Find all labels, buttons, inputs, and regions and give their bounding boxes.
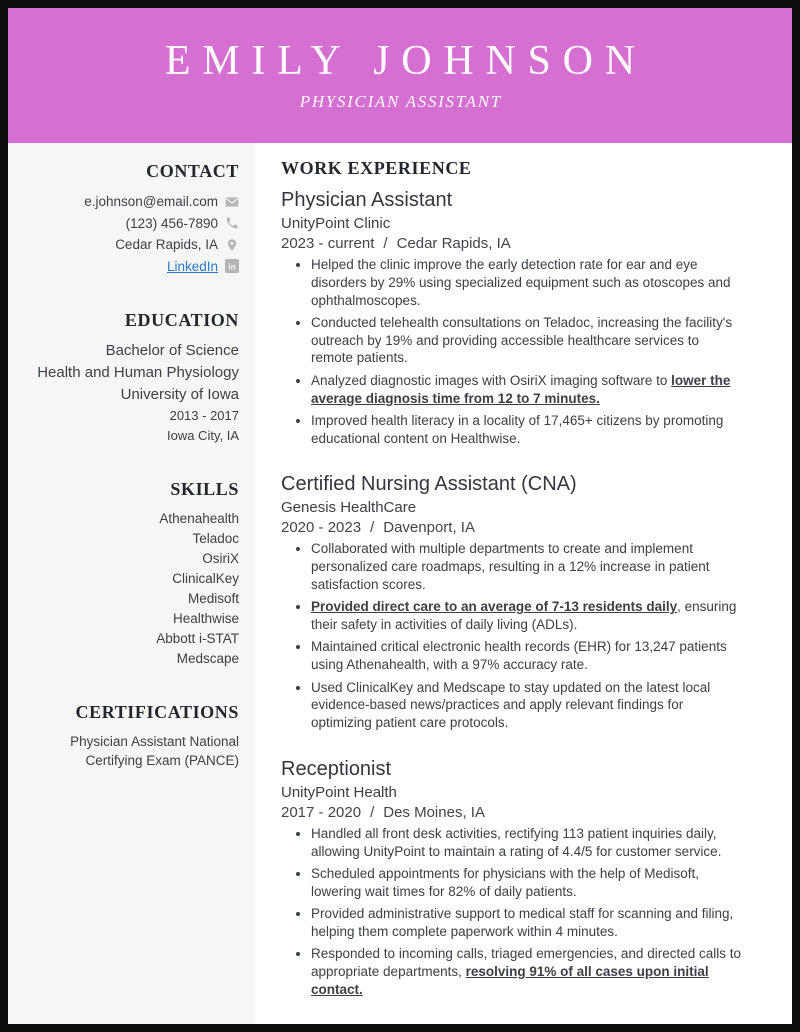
job-bullet	[311, 256, 742, 309]
dates-location-separator: /	[383, 235, 388, 252]
bullet-text: Provided administrative support to medical staff for scanning and filing, helping them complete paperwork within 4 minutes.	[311, 906, 734, 939]
job-bullet-list	[281, 256, 742, 447]
bullet-highlight-text: Provided direct care to an average of 7-13 residents daily	[311, 599, 678, 615]
job-bullet	[311, 540, 742, 593]
certifications-section	[18, 702, 239, 770]
bullet-text: Analyzed diagnostic images with OsiriX imaging software to	[311, 372, 672, 388]
job-company: UnityPoint Health	[281, 783, 397, 801]
education-section	[18, 310, 239, 446]
job-company: Genesis HealthCare	[281, 499, 417, 517]
skill-item: Medisoft	[187, 591, 239, 606]
job-bullet	[311, 598, 742, 634]
linkedin-icon	[225, 259, 239, 273]
contact-section	[18, 161, 239, 277]
job-dates: 2017 - 2020	[281, 803, 362, 821]
job-bullet	[311, 825, 742, 861]
bullet-text: , ensuring their safety in activities of daily living (ADLs).	[311, 599, 737, 633]
job-bullet	[311, 679, 742, 732]
job-bullet	[311, 412, 742, 448]
job-bullet	[311, 314, 742, 367]
skill-item: Medscape	[176, 651, 239, 666]
contact-row	[18, 234, 239, 256]
skill-item: Abbott i-STAT	[156, 631, 239, 646]
contact-value: (123) 456-7890	[125, 215, 218, 231]
dates-location-separator: /	[370, 803, 375, 821]
certification-item: Physician Assistant National Certifying Exam (PANCE)	[70, 734, 239, 768]
skill-item: ClinicalKey	[172, 571, 239, 586]
job-dates: 2020 - 2023	[281, 519, 362, 537]
bullet-text: Used ClinicalKey and Medscape to stay updated on the latest local evidence-based news/practices and apply relevant findings for optimizing patient care protocols.	[311, 679, 711, 731]
sidebar	[8, 143, 255, 1024]
bullet-text: Helped the clinic improve the early detection rate for ear and eye disorders by 29% using specialized equipment such as otoscopes and ophthalmoscopes.	[311, 257, 731, 308]
contact-value: e.johnson@email.com	[84, 194, 218, 209]
certifications-heading: CERTIFICATIONS	[75, 702, 239, 722]
job-bullet	[311, 945, 742, 998]
job-bullet-list	[281, 825, 742, 999]
skills-list	[18, 509, 239, 669]
header-banner	[8, 8, 792, 143]
job-dates-location	[281, 235, 742, 252]
bullet-text: Improved health literacy in a locality of 17,465+ citizens by promoting educational content on Healthwise.	[311, 412, 724, 446]
job-bullet	[311, 372, 742, 408]
content-columns	[8, 143, 792, 1024]
skill-item: OsiriX	[202, 551, 239, 566]
education-heading: EDUCATION	[124, 310, 239, 330]
job-dates-location	[281, 519, 742, 536]
person-name: EMILY JOHNSON	[164, 37, 647, 84]
work-experience-column	[255, 143, 792, 1024]
job-title: Physician Assistant	[281, 189, 453, 211]
contact-heading: CONTACT	[146, 161, 239, 181]
phone-icon	[225, 216, 239, 230]
job-location: Cedar Rapids, IA	[396, 235, 511, 252]
job-company: UnityPoint Clinic	[281, 215, 391, 232]
bullet-text: Maintained critical electronic health records (EHR) for 13,247 patients using Athenahealth, with a 97% accuracy rate.	[311, 639, 727, 673]
job-dates: 2023 - current	[281, 235, 375, 252]
skills-heading: SKILLS	[170, 479, 239, 499]
job-bullet	[311, 638, 742, 674]
bullet-text: Scheduled appointments for physicians with the help of Medisoft, lowering wait times for 82% of daily patients.	[311, 866, 699, 899]
work-experience-heading: WORK EXPERIENCE	[281, 158, 472, 178]
contact-row	[18, 213, 239, 235]
job-entry	[281, 757, 742, 999]
education-degree: Bachelor of Science	[105, 342, 239, 359]
skill-item: Athenahealth	[159, 511, 239, 526]
certifications-list	[18, 732, 239, 770]
education-school: University of Iowa	[120, 386, 239, 403]
contact-value: Cedar Rapids, IA	[115, 237, 218, 252]
job-bullet-list	[281, 540, 742, 731]
bullet-text: Conducted telehealth consultations on Teladoc, increasing the facility's outreach by 19% and providing accessible healthcare services to remote patients.	[311, 314, 733, 366]
bullet-text: Handled all front desk activities, rectifying 113 patient inquiries daily, allowing UnityPoint to maintain a rating of 4.4/5 for customer service.	[311, 825, 722, 859]
jobs-container	[281, 188, 742, 999]
job-bullet	[311, 905, 742, 941]
skill-item: Healthwise	[172, 611, 239, 626]
bullet-text: Responded to incoming calls, triaged emergencies, and directed calls to appropriate departments,	[311, 946, 741, 980]
education-years: 2013 - 2017	[169, 408, 239, 423]
contact-row	[18, 256, 239, 278]
bullet-text: Collaborated with multiple departments to create and implement personalized care roadmaps, resulting in a 12% increase in patient satisfaction scores.	[311, 541, 710, 593]
job-location: Davenport, IA	[383, 519, 475, 537]
job-entry	[281, 188, 742, 447]
skills-section	[18, 479, 239, 669]
svg-text:in: in	[228, 262, 236, 272]
skill-item: Teladoc	[192, 531, 239, 546]
envelope-icon	[225, 195, 239, 209]
education-location: Iowa City, IA	[166, 428, 239, 443]
linkedin-link[interactable]: LinkedIn	[166, 258, 218, 274]
job-bullet	[311, 865, 742, 901]
job-entry	[281, 472, 742, 731]
contact-list	[18, 191, 239, 277]
contact-row	[18, 191, 239, 213]
dates-location-separator: /	[370, 519, 375, 537]
location-pin-icon	[225, 238, 239, 252]
job-dates-location	[281, 804, 742, 821]
job-location: Des Moines, IA	[383, 803, 485, 821]
job-title: Receptionist	[281, 757, 392, 780]
job-title: Certified Nursing Assistant (CNA)	[281, 473, 577, 496]
education-field: Health and Human Physiology	[37, 364, 239, 381]
bullet-highlight-text: lower the average diagnosis time from 12 to 7 minutes.	[311, 372, 731, 406]
person-title: PHYSICIAN ASSISTANT	[299, 91, 502, 111]
bullet-highlight-text: resolving 91% of all cases upon initial contact.	[311, 964, 709, 997]
